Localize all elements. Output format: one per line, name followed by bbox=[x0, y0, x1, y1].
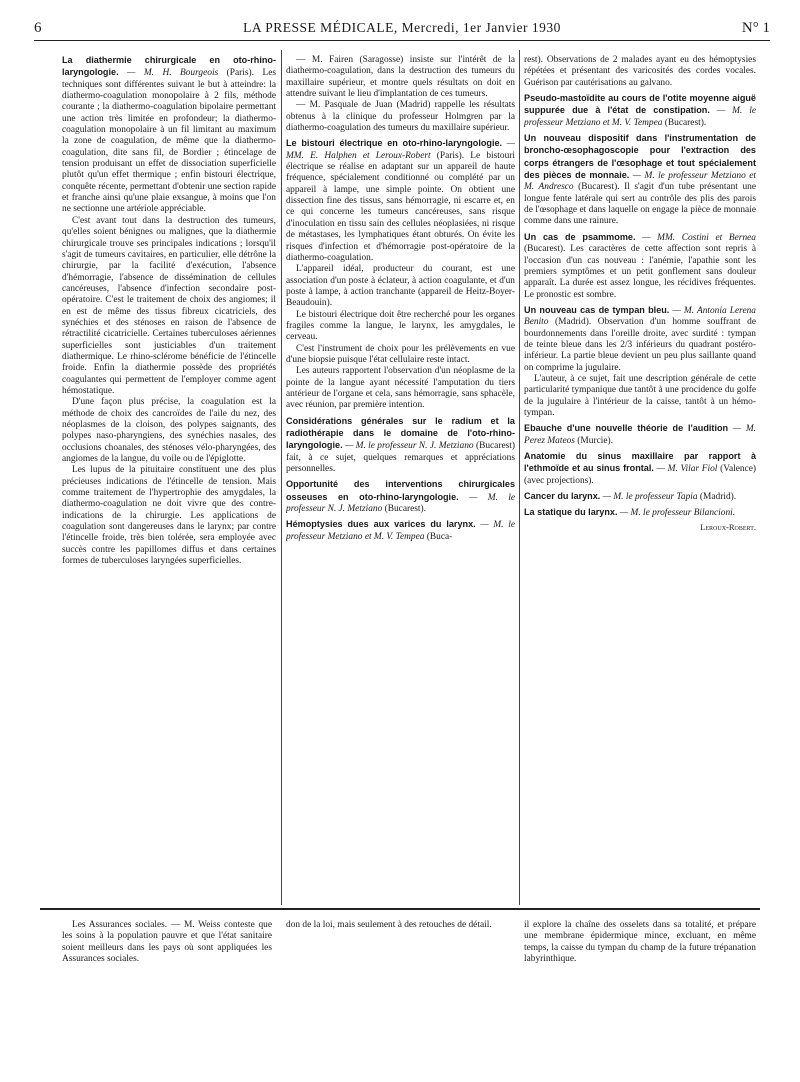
paragraph bbox=[524, 305, 756, 374]
article-author: — MM. Costini et Bernea bbox=[635, 232, 756, 243]
column-divider-1 bbox=[281, 50, 282, 905]
paragraph: rest). Observations de 2 malades ayant eu des hémoptysies répétées et présentant des varicosités des cordes vocales. Guérison par cautérisations au galvano. bbox=[524, 55, 756, 88]
bottom-column-2 bbox=[286, 920, 515, 1070]
paragraph: — M. Pasquale de Juan (Madrid) rappelle les résultats obtenus à la clinique du professeur Holmgren par la diathermo-coagulation des tumeurs du maxillaire supérieur. bbox=[286, 100, 515, 134]
article-title: Un nouveau cas de tympan bleu. bbox=[524, 304, 670, 315]
article-author: — M. le professeur Metziano et M. V. Tempea bbox=[524, 106, 756, 128]
section-divider bbox=[40, 908, 760, 910]
article-column-1 bbox=[62, 55, 276, 905]
paragraph: C'est avant tout dans la destruction des tumeurs, qu'elles soient bénignes ou malignes, que la diathermie chirurgicale trouve ses principales indications ; lorsqu'il s'agit de tumeurs cavitaires, en particulier, elle détrône la chirurgie, par la facilité d'exécution, l'absence d'hémorragie, l'absence de dissémination de cellules cancéreuses, l'absence d'infection secondaire post-opératoire. C'est le traitement de choix des angiomes; il en est de même des tissus fibreux cicatriciels, des synéchies et des sténoses en raison de l'absence de rétractilité cicatricielle. Certaines tuberculoses aériennes superficielles sont justiciables d'un traitement diathermique. Le rhino-sclérome bénéficie de l'étincelle froide. Enfin la diathermie possède des propriétés coagulantes qui permettent de l'employer comme agent hémostatique. bbox=[62, 215, 276, 396]
article-title: Le bistouri électrique en oto-rhino-laryngologie. bbox=[286, 138, 503, 149]
article-author: — M. le professeur Tapia bbox=[600, 492, 698, 503]
article-text: (Madrid). bbox=[697, 492, 737, 503]
paragraph: il explore la chaîne des osselets dans sa totalité, et prépare une membrane épidermique mince, excluant, en même temps, la caisse du tympan du champ de la future trépanation labyrinthique. bbox=[524, 920, 756, 965]
paragraph bbox=[62, 55, 276, 216]
article-title: Cancer du larynx. bbox=[524, 491, 601, 502]
article-title: Un nouveau dispositif dans l'instrumentation de broncho-œsophagoscopie pour l'extraction des corps étrangers de l'œsophage et tout spécialement des pièces de monnaie. bbox=[524, 133, 756, 181]
article-title: Opportunité des interventions chirurgicales osseuses en oto-rhino-laryngologie. bbox=[286, 479, 515, 502]
paragraph bbox=[524, 93, 756, 129]
paragraph bbox=[524, 423, 756, 447]
article-text: (Murcie). bbox=[574, 435, 613, 446]
article-text: (Bucarest). bbox=[382, 504, 426, 515]
article-text: (Paris). Les techniques sont différentes suivant le but à atteindre: la diathermo-coagulation monopolaire à 2 fils, méthode courante ; la diathermo-coagulation bipolaire permettant une action très limitée en profondeur; la diathermo-coagulation monopolaire à un fil limitant au maximum la zone de coagulation, de même que la diathermo-coagulation, dite sans fil, de Bordier ; étincelage de tension produisant un effet de dissociation superficielle plutôt qu'un effet thermique ; enfin bistouri électrique, conquête récente, permettant d'obtenir une section rapide et franche ainsi qu'une plaie exsangue, à moins que l'on ne sectionne une artériole appréciable. bbox=[62, 68, 276, 215]
paragraph: Le bistouri électrique doit être recherché pour les organes fragiles comme la langue, le larynx, les amygdales, le cerveau. bbox=[286, 309, 515, 343]
paragraph: C'est l'instrument de choix pour les prélèvements en vue d'une biopsie puisque l'état cellulaire reste intact. bbox=[286, 343, 515, 365]
article-author: — M. Perez Mateos bbox=[524, 424, 756, 446]
article-author: — M. le professeur Metziano et M. Andresco bbox=[524, 171, 756, 193]
article-text: (Valence) (avec projections). bbox=[524, 464, 756, 486]
article-title: Considérations générales sur le radium et la radiothérapie dans le domaine de l'oto-rhino-laryngologie. bbox=[286, 415, 515, 451]
paragraph: Les auteurs rapportent l'observation d'un néoplasme de la pointe de la langue ayant nécessité l'amputation du tiers antérieur de l'organe et cela, sans hémorragie, sans sphacèle, avec réunion, par première intention. bbox=[286, 366, 515, 411]
paragraph bbox=[524, 133, 756, 228]
article-title: Un cas de psammome. bbox=[524, 231, 636, 242]
article-title: La statique du larynx. bbox=[524, 507, 618, 518]
paragraph: Les lupus de la pituitaire constituent une des plus précieuses indications de l'étincelle de tension. Mais comme traitement de l'hypertrophie des amygdales, la diathermo-coagulation ne doit vivre que des contre-indications de la chirurgie. Les applications de coagulation sont dangereuses dans le larynx; par contre l'étincelle froide, très bien tolérée, sera employée avec succès contre les papillomes diffus et dans certaines formes de tuberculoses laryngées superficielles. bbox=[62, 465, 276, 567]
article-text: (Buca- bbox=[424, 531, 453, 542]
paragraph bbox=[286, 479, 515, 515]
article-author: — M. H. Bourgeois bbox=[118, 68, 219, 79]
article-title: Hémoptysies dues aux varices du larynx. bbox=[286, 519, 476, 530]
paragraph bbox=[286, 519, 515, 543]
bottom-column-3 bbox=[524, 920, 756, 1070]
article-title: Ebauche d'une nouvelle théorie de l'audition bbox=[524, 423, 729, 434]
article-column-3 bbox=[524, 55, 756, 915]
paragraph bbox=[524, 451, 756, 487]
author-signature: Leroux-Robert. bbox=[700, 521, 756, 532]
paragraph: L'appareil idéal, producteur du courant, est une association d'un poste à éclateur, à action coagulante, et d'un poste à lampe, à action tranchante (appareil de Heitz-Boyer-Beaudouin). bbox=[286, 264, 515, 309]
column-divider-2 bbox=[519, 50, 520, 905]
paragraph: — M. Fairen (Saragosse) insiste sur l'intérêt de la diathermo-coagulation, dans la destruction des tumeurs du maxillaire supérieur, et montre quels résultats on doit en attendre suivant le lieu d'implantation de ces tumeurs. bbox=[286, 55, 515, 100]
article-text: (Bucarest). Il s'agit d'un tube présentant une longue fente latérale qui sert au contrôle des plis des parois de l'œsophage et dans laquelle on engage la pièce de monnaie comme dans une rainure. bbox=[524, 182, 756, 227]
article-title: Anatomie du sinus maxillaire par rapport à l'ethmoïde et au sinus frontal. bbox=[524, 451, 756, 474]
article-text: (Madrid). Observation d'un homme souffrant de bourdonnements dans l'oreille droite, avec surdité : tympan de teinte bleue dans les 2/3 inférieurs du quadrant postéro-inférieur. La partie bleue devient un peu plus saillante quand on comprime la jugulaire. bbox=[524, 317, 756, 373]
article-author: — M. Antonia Lerena Benito bbox=[524, 305, 756, 328]
journal-title: LA PRESSE MÉDICALE, Mercredi, 1er Janvier 1930 bbox=[243, 20, 561, 35]
article-author: — MM. E. Halphen et Leroux-Robert bbox=[286, 139, 515, 161]
bottom-column-1 bbox=[62, 920, 272, 1070]
paragraph bbox=[286, 138, 515, 264]
paragraph: D'une façon plus précise, la coagulation est la méthode de choix des cancroïdes de l'aile du nez, des néoplasmes de la cloison, des polypes saignants, des polypes naso-pharyngiens, des synéchies nasales, des occlusions choanales, des sténoses vélo-pharyngées, des angiomes de la langue, du voile ou de l'épiglotte. bbox=[62, 397, 276, 465]
article-author: — M. le professeur N. J. Metziano bbox=[286, 492, 515, 515]
page-number: 6 bbox=[34, 20, 42, 36]
article-text: (Paris). Le bistouri électrique se réalise en adaptant sur un appareil de haute fréquence, spécialement conditionné ou complété par un appareil à lampe, une simple pointe. On obtient une dissection fine des tissus, sans hémorragie, ni escarre et, en ce qui concerne les tumeurs cancéreuses, sans risque d'inoculation en tissu sain des cellules néoplasiées, ni risque de métastases, les lymphatiques étant obturés. On évite les risques d'infection et d'hémorragie post-opératoire de la diathermo-coagulation. bbox=[286, 150, 515, 263]
paragraph bbox=[524, 232, 756, 301]
article-text: (Bucarest). bbox=[662, 117, 707, 128]
article-column-2 bbox=[286, 55, 515, 905]
paragraph: Les Assurances sociales. — M. Weiss conteste que les soins à la population pauvre et que l'état sanitaire soient meilleurs dans les pays où sont appliquées les Assurances sociales. bbox=[62, 920, 272, 965]
paragraph: L'auteur, à ce sujet, fait une description générale de cette particularité tympanique due tantôt à une procidence du golfe de la jugulaire à l'intérieur de la caisse, tantôt à un hémo-tympan. bbox=[524, 373, 756, 418]
issue-number: N° 1 bbox=[741, 20, 770, 36]
paragraph bbox=[286, 416, 515, 476]
article-author: — M. le professeur Bilancioni. bbox=[617, 508, 736, 519]
article-text: (Bucarest). Les caractères de cette affection sont repris à l'occasion d'un cas nouveau : l'anémie, l'apathie sont les premiers symptômes et un petit gonflement sans douleur apparaît. La durée est assez longue, les récidives fréquentes. Le pronostic est sombre. bbox=[524, 244, 756, 300]
paragraph: don de la loi, mais seulement à des retouches de détail. bbox=[286, 920, 492, 930]
article-title: La diathermie chirurgicale en oto-rhino-laryngologie. bbox=[62, 55, 276, 78]
article-title: Pseudo-mastoïdite au cours de l'otite moyenne aiguë suppurée due à l'état de constipation. bbox=[524, 93, 756, 116]
article-author: — M. Vilar Fiol bbox=[653, 464, 718, 475]
page-header bbox=[34, 18, 770, 41]
paragraph bbox=[524, 507, 756, 519]
article-author: — M. le professeur Metziano et M. V. Tempea bbox=[286, 520, 515, 542]
article-text: (Bucarest) fait, à ce sujet, quelques remarques et appréciations personnelles. bbox=[286, 441, 515, 475]
paragraph bbox=[524, 491, 756, 503]
article-author: — M. le professeur N. J. Metziano bbox=[342, 441, 474, 452]
